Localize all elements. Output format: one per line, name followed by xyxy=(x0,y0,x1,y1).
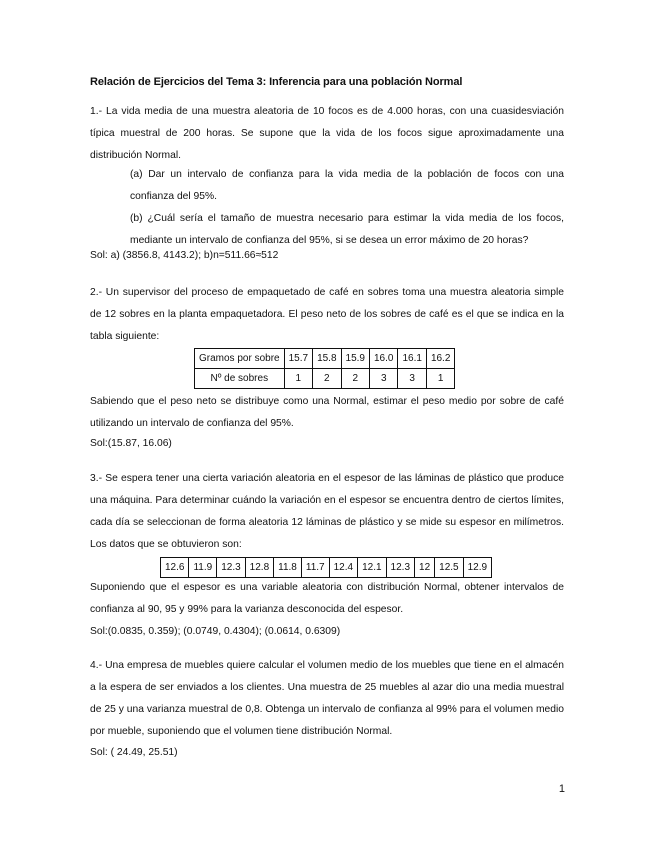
coffee-weight-table xyxy=(194,348,455,389)
table-row-header: Nº de sobres xyxy=(195,369,285,389)
table-cell: 1 xyxy=(426,369,454,389)
table-cell: 16.1 xyxy=(398,349,426,369)
exercise-3-question: Suponiendo que el espesor es una variable aleatoria con distribución Normal, obtener intervalos de confianza al 90, 95 y 99% para la varianza desconocida del espesor. xyxy=(90,582,564,615)
exercise-4-text: 4.- Una empresa de muebles quiere calcular el volumen medio de los muebles que tiene en el almacén a la espera de ser enviados a los clientes. Una muestra de 25 muebles al azar dio una media muestral de 25 y una varianza muestral de 0,8. Obtenga un intervalo de confianza al 99% para el volumen medio por mueble, suponiendo que el volumen tiene distribución Normal. xyxy=(90,660,564,737)
exercise-1-part-b: (b) ¿Cuál sería el tamaño de muestra necesario para estimar la vida media de los focos, mediante un intervalo de confianza del 95%, si se desea un error máximo de 20 horas? xyxy=(130,213,564,246)
page-title: Relación de Ejercicios del Tema 3: Inferencia para una población Normal xyxy=(90,76,463,88)
exercise-2-solution: Sol:(15.87, 16.06) xyxy=(90,438,172,449)
table-cell: 12.5 xyxy=(435,558,463,578)
table-cell: 12.9 xyxy=(463,558,491,578)
table-cell: 12.8 xyxy=(245,558,273,578)
table-cell: 1 xyxy=(284,369,312,389)
exercise-3-text: 3.- Se espera tener una cierta variación aleatoria en el espesor de las láminas de plástico que produce una máquina. Para determinar cuándo la variación en el espesor se encuentra dentro de ciertos límites, cada día se seleccionan de forma aleatoria 12 láminas de plástico y se mide su espesor en milímetros. Los datos que se obtuvieron son: xyxy=(90,473,564,550)
table-cell: 16.2 xyxy=(426,349,454,369)
exercise-2-text: 2.- Un supervisor del proceso de empaquetado de café en sobres toma una muestra aleatoria simple de 12 sobres en la planta empaquetadora. El peso neto de los sobres de café es el que se indica en la tabla siguiente: xyxy=(90,287,564,342)
exercise-1-text: 1.- La vida media de una muestra aleatoria de 10 focos es de 4.000 horas, con una cuasidesviación típica muestral de 200 horas. Se supone que la vida de los focos sigue aproximadamente una distribución Normal. xyxy=(90,106,564,161)
table-cell: 11.9 xyxy=(189,558,217,578)
table-cell: 12.1 xyxy=(358,558,386,578)
table-cell: 2 xyxy=(313,369,341,389)
exercise-1-part-a: (a) Dar un intervalo de confianza para la vida media de la población de focos con una confianza del 95%. xyxy=(130,169,564,202)
table-cell: 15.9 xyxy=(341,349,369,369)
table-cell: 11.8 xyxy=(274,558,302,578)
table-cell: 3 xyxy=(398,369,426,389)
table-cell: 12.3 xyxy=(386,558,414,578)
exercise-3-solution: Sol:(0.0835, 0.359); (0.0749, 0.4304); (0.0614, 0.6309) xyxy=(90,626,341,637)
table-cell: 12.4 xyxy=(329,558,357,578)
table-cell: 16.0 xyxy=(370,349,398,369)
table-cell: 2 xyxy=(341,369,369,389)
table-row xyxy=(161,558,492,578)
table-cell: 3 xyxy=(370,369,398,389)
table-row xyxy=(195,349,455,369)
table-cell: 15.8 xyxy=(313,349,341,369)
exercise-1-solution: Sol: a) (3856.8, 4143.2); b)n=511.66≈512 xyxy=(90,250,279,261)
table-cell: 12.3 xyxy=(217,558,245,578)
table-cell: 12 xyxy=(415,558,435,578)
table-cell: 15.7 xyxy=(284,349,312,369)
table-cell: 11.7 xyxy=(301,558,329,578)
exercise-2-question: Sabiendo que el peso neto se distribuye como una Normal, estimar el peso medio por sobre de café utilizando un intervalo de confianza del 95%. xyxy=(90,396,564,429)
thickness-table xyxy=(160,557,492,578)
table-row xyxy=(195,369,455,389)
table-cell: 12.6 xyxy=(161,558,189,578)
page-number: 1 xyxy=(558,783,565,795)
table-row-header: Gramos por sobre xyxy=(195,349,285,369)
exercise-4-solution: Sol: ( 24.49, 25.51) xyxy=(90,747,178,758)
